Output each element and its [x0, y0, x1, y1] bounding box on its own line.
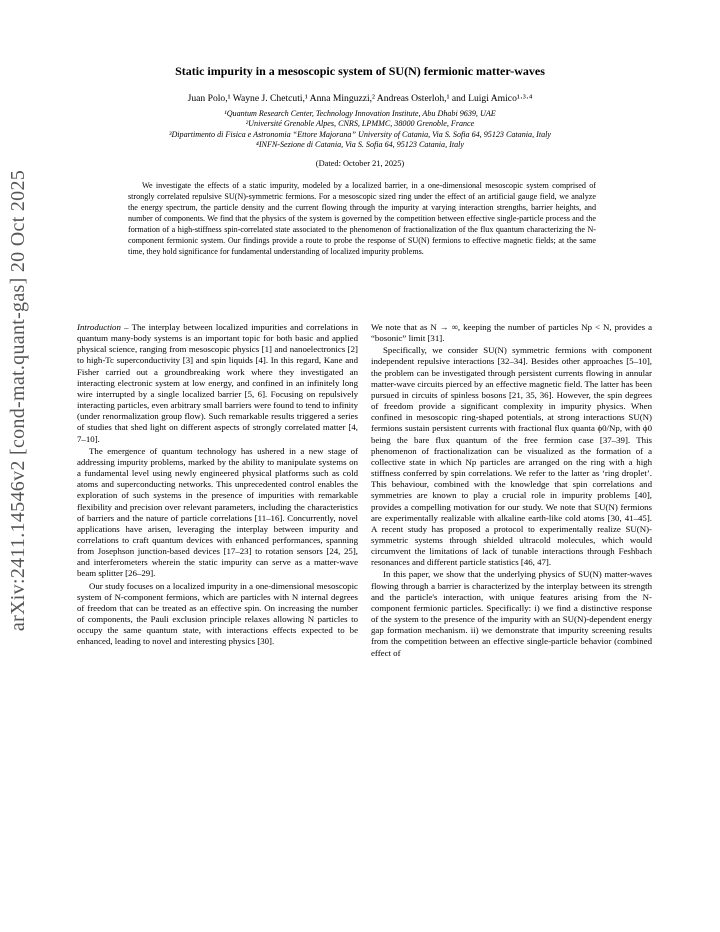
- paragraph-quantum-technology: The emergence of quantum technology has ushered in a new stage of addressing impurity problems, marked by the ability to manipulate systems on a fundamental level using newly engineered physical platforms such as cold atoms and superconducting networks. This unprecedented control enables the exploration of such systems in the presence of impurities with remarkable flexibility and precision over relevant parameters, including the characteristics of barriers and the nature of particle correlations [11–16]. Concurrently, novel applications have arisen, leveraging the interplay between impurity and correlations to craft quantum devices with enhanced performances, spanning from Josephson junction-based devices [17–23] to rotation sensors [24, 25], and interferometers wherein the static impurity can serve as a matter-wave beam splitter [26–29].: [77, 445, 358, 579]
- date-line: (Dated: October 21, 2025): [315, 159, 405, 168]
- affiliation-2: ²Université Grenoble Alpes, CNRS, LPMMC, 38000 Grenoble, France: [245, 119, 475, 129]
- paragraph-in-this-paper: In this paper, we show that the underlying physics of SU(N) matter-waves flowing through a barrier is characterized by the interplay between its strength and the particle's interaction, with unique features arising from the N-component fermionic particles. Specifically: i) we find a distinctive response of the system to the presence of the impurity with an SU(N)-dependent energy gap formation mechanism. ii) we demonstrate that impurity screening results from the competition between an effective single-particle behavior (combined effect of: [371, 569, 652, 658]
- paragraph-specifically: Specifically, we consider SU(N) symmetric fermions with component independent repulsive interactions [32–34]. Besides other approaches [5–10], the problem can be investigated through persistent currents flowing in annular matter-wave circuits pierced by an effective magnetic field. The latter has been pursued in circuits of spinless bosons [21, 35, 36]. However, the spin degrees of freedom provide a significant complexity in impurity physics. When confined in mesoscopic ring-shaped potentials, at strong interactions SU(N) fermions sustain persistent currents with fractional flux quanta ϕ0/Np, with ϕ0 being the bare flux quantum of the free fermion case [37–39]. This phenomenon of fractionalization can be visualized as the formation of a collective state in which Np particles are arranged on the ring with a high stiffness conferred by spin correlations. We refer to the latter as ‘ring droplet’. This behaviour, combined with the knowledge that spin correlations and symmetries are known to play a crucial role in impurity problems [40], provides a compelling motivation for our study. We note that SU(N) fermions are experimentally realizable with alkaline earth-like cold atoms [30, 41–45]. A recent study has proposed a protocol to experimentally realize SU(N)-symmetric systems through shielded ultracold molecules, which would circumvent the limitations of lack of tunable interactions through Feshbach resonances and different particle statistics [46, 47].: [371, 345, 652, 568]
- affiliation-3: ³Dipartimento di Fisica e Astronomia “Ettore Majorana” University of Catania, Via S. Sofia 64, 95123 Catania, Italy: [169, 129, 551, 139]
- paragraph-study-focus: Our study focuses on a localized impurity in a one-dimensional mesoscopic system of N-component fermions, which are particles with N internal degrees of freedom that can be treated as an effective spin. On increasing the number of components, the Pauli exclusion principle relaxes allowing N particles to occupy the same quantum state, with interactions effects expected to be enhanced, leading to novel and interesting physics [30].: [77, 580, 358, 647]
- abstract: We investigate the effects of a static impurity, modeled by a localized barrier, in a one-dimensional mesoscopic system comprised of strongly correlated repulsive SU(N)-symmetric fermions. For a mesoscopic sized ring under the effect of an artificial gauge field, we analyze the energy spectrum, the particle density and the current flowing through the impurity at varying interaction strengths, barrier heights, and number of components. We find that the physics of the system is governed by the competition between effective single-particle process and the formation of a high-stiffness spin-correlated state associated to the phenomenon of fractionalization of the flux quantum characterizing the N-component fermionic system. Our findings provide a route to probe the response of SU(N) fermions to effective magnetic fields; at the same time, they hold significance for fundamental understanding of localized impurity problems.: [128, 181, 596, 256]
- intro-label: Introduction: [77, 322, 121, 332]
- affiliation-4: ⁴INFN-Sezione di Catania, Via S. Sofia 64, 95123 Catania, Italy: [256, 139, 464, 149]
- arxiv-side-stamp: [4, 120, 34, 680]
- affiliations: [0, 109, 720, 150]
- paper-title: Static impurity in a mesoscopic system of SU(N) fermionic matter-waves: [175, 64, 545, 78]
- left-column: [77, 322, 358, 649]
- paragraph-bosonic-limit: We note that as N → ∞, keeping the number of particles Np < N, provides a “bosonic” limit [31].: [371, 322, 652, 344]
- right-column: [371, 322, 652, 660]
- intro-text: – The interplay between localized impurities and correlations in quantum many-body systems is an important topic for both basic and applied physical science, ranging from mesoscopic physics [1] and nanoelectronics [2] to high-Tc superconductivity [3] and spin liquids [4]. In this regard, Kane and Fisher carried out a groundbreaking work where they investigated an interacting electronic system at low energy, and confined in an infinitely long wire interrupted by a single localized barrier [5, 6]. Focusing on repulsively interacting particles, even arbitrary small barriers were found to tend to infinity (under renormalization group flow). Such remarkable results triggered a series of studies that shed light on different aspects of strongly correlated matter [4, 7–10].: [77, 322, 358, 444]
- intro-paragraph: [77, 322, 358, 445]
- arxiv-identifier: arXiv:2411.14546v2 [cond-mat.quant-gas] 20 Oct 2025: [7, 169, 30, 631]
- author-list: Juan Polo,¹ Wayne J. Chetcuti,¹ Anna Minguzzi,² Andreas Osterloh,¹ and Luigi Amico¹·³·⁴: [187, 93, 533, 104]
- affiliation-1: ¹Quantum Research Center, Technology Innovation Institute, Abu Dhabi 9639, UAE: [224, 109, 496, 118]
